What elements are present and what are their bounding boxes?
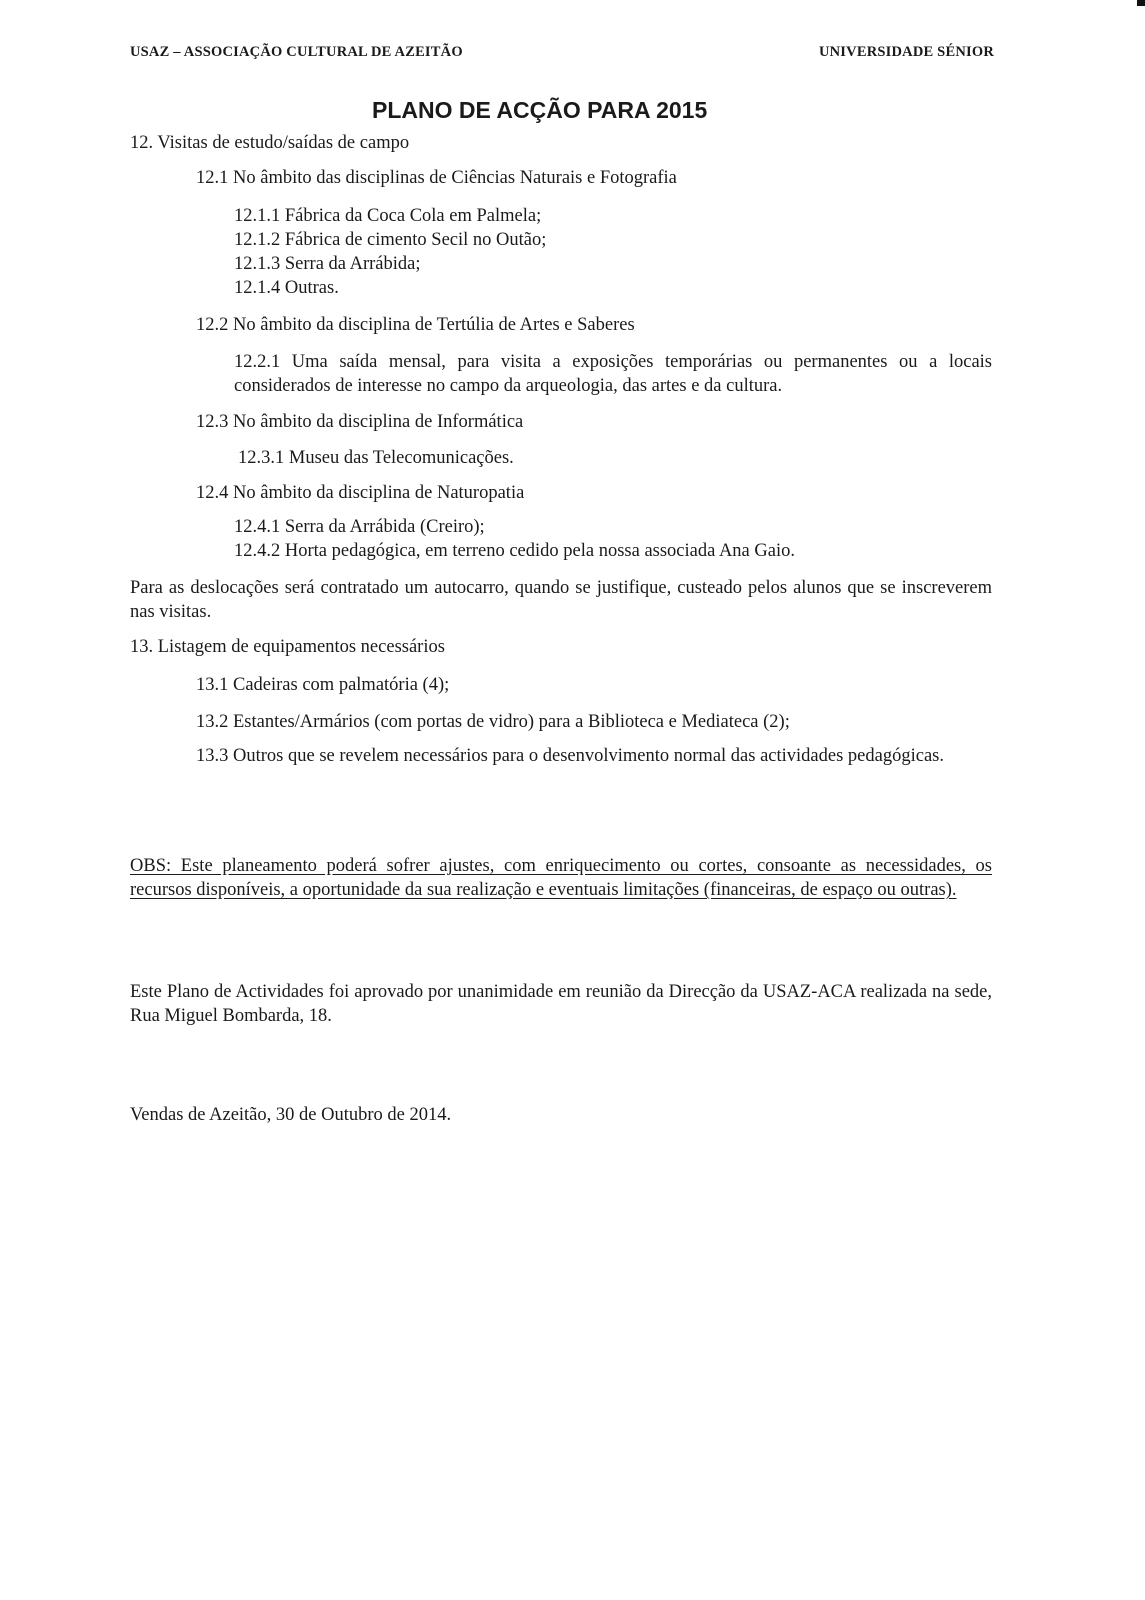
section-12-2-1-text: 12.2.1 Uma saída mensal, para visita a exposições temporárias ou permanentes ou a locais considerados de interesse no campo da arqueologia, das artes e da cultura.	[234, 352, 992, 396]
section-12-3-heading: 12.3 No âmbito da disciplina de Informática	[196, 412, 524, 432]
transport-note: Para as deslocações será contratado um autocarro, quando se justifique, custeado pelos alunos que se inscreverem nas visitas.	[130, 578, 992, 622]
scan-corner-mark	[1137, 0, 1145, 6]
list-item: 13.2 Estantes/Armários (com portas de vidro) para a Biblioteca e Mediateca (2);	[196, 712, 790, 732]
list-item: 12.1.4 Outras.	[234, 278, 339, 298]
section-12-4-heading: 12.4 No âmbito da disciplina de Naturopatia	[196, 483, 525, 503]
section-12-2-heading: 12.2 No âmbito da disciplina de Tertúlia de Artes e Saberes	[196, 315, 635, 335]
list-item: 12.3.1 Museu das Telecomunicações.	[238, 448, 514, 468]
header-organization: USAZ – ASSOCIAÇÃO CULTURAL DE AZEITÃO	[130, 44, 463, 60]
header-university: UNIVERSIDADE SÉNIOR	[818, 44, 994, 60]
list-item: 13.1 Cadeiras com palmatória (4);	[196, 675, 450, 695]
list-item: 12.1.2 Fábrica de cimento Secil no Outão;	[234, 230, 547, 250]
list-item: 13.3 Outros que se revelem necessários para o desenvolvimento normal das actividades pedagógicas.	[196, 746, 944, 766]
place-date: Vendas de Azeitão, 30 de Outubro de 2014.	[130, 1105, 452, 1125]
section-12-heading: 12. Visitas de estudo/saídas de campo	[130, 133, 410, 153]
section-12-1-heading: 12.1 No âmbito das disciplinas de Ciências Naturais e Fotografia	[196, 168, 677, 188]
observations-note: OBS: Este planeamento poderá sofrer ajustes, com enriquecimento ou cortes, consoante as necessidades, os recursos disponíveis, a oportunidade da sua realização e eventuais limitações (financeiras, de espaço ou outras).	[130, 856, 992, 900]
list-item: 12.1.3 Serra da Arrábida;	[234, 254, 421, 274]
list-item: 12.4.1 Serra da Arrábida (Creiro);	[234, 517, 485, 537]
page-title: PLANO DE ACÇÃO PARA 2015	[372, 97, 708, 123]
list-item: 12.1.1 Fábrica da Coca Cola em Palmela;	[234, 206, 542, 226]
approval-statement: Este Plano de Actividades foi aprovado por unanimidade em reunião da Direcção da USAZ-ACA realizada na sede, Rua Miguel Bombarda, 18.	[130, 982, 992, 1026]
section-13-heading: 13. Listagem de equipamentos necessários	[130, 637, 445, 657]
list-item: 12.4.2 Horta pedagógica, em terreno cedido pela nossa associada Ana Gaio.	[234, 541, 795, 561]
